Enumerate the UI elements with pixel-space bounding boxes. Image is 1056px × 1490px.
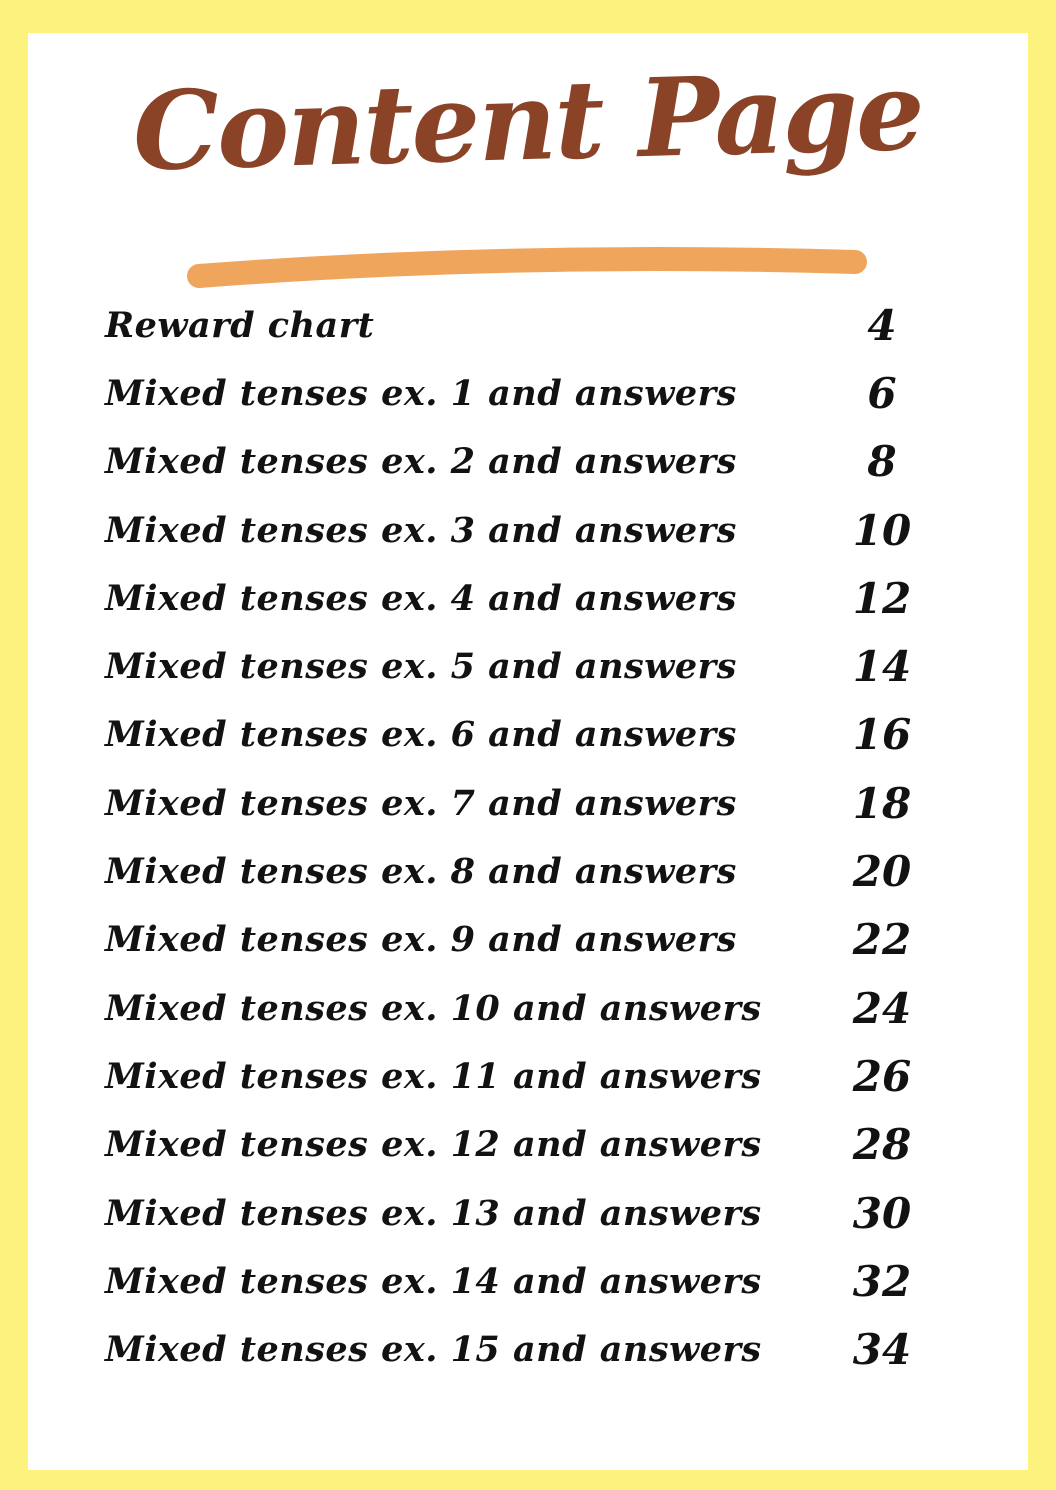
toc-row	[105, 1042, 928, 1110]
toc-entry-page-number: 22	[852, 915, 912, 965]
toc-row	[105, 564, 928, 632]
toc-entry-page-number: 24	[852, 983, 912, 1033]
toc-entry-page-number: 34	[852, 1325, 912, 1375]
toc-entry-page-number: 16	[852, 710, 912, 760]
toc-entry-label: Mixed tenses ex. 8 and answers	[105, 851, 737, 893]
brush-stroke-icon	[183, 240, 873, 290]
toc-row	[105, 1247, 928, 1315]
toc-entry-page-number: 28	[852, 1120, 912, 1170]
toc-row	[105, 974, 928, 1042]
toc-entry-page-number: 4	[867, 300, 897, 350]
toc-row	[105, 1179, 928, 1247]
toc-entry-label: Mixed tenses ex. 13 and answers	[105, 1192, 762, 1234]
toc-entry-label: Mixed tenses ex. 2 and answers	[105, 441, 737, 483]
toc-entry-label: Mixed tenses ex. 11 and answers	[105, 1055, 762, 1097]
toc-entry-label: Mixed tenses ex. 1 and answers	[105, 372, 737, 414]
toc-entry-page-number: 12	[852, 573, 912, 623]
toc-row	[105, 1111, 928, 1179]
toc-row	[105, 906, 928, 974]
toc-row	[105, 632, 928, 700]
toc-entry-page-number: 6	[867, 368, 897, 418]
toc-entry-label: Mixed tenses ex. 14 and answers	[105, 1260, 762, 1302]
toc-entry-page-number: 10	[852, 505, 912, 555]
toc-row	[105, 496, 928, 564]
toc-entry-page-number: 32	[852, 1256, 912, 1306]
page-title: Content Page	[131, 48, 925, 196]
title-block	[28, 48, 1028, 196]
toc-row	[105, 291, 928, 359]
toc-row	[105, 769, 928, 837]
toc-entry-label: Reward chart	[105, 304, 375, 346]
toc-list	[105, 291, 928, 1384]
toc-entry-label: Mixed tenses ex. 12 and answers	[105, 1124, 762, 1166]
content-sheet	[28, 33, 1028, 1470]
toc-entry-label: Mixed tenses ex. 4 and answers	[105, 577, 737, 619]
toc-row	[105, 837, 928, 905]
toc-entry-label: Mixed tenses ex. 9 and answers	[105, 919, 737, 961]
toc-entry-label: Mixed tenses ex. 3 and answers	[105, 509, 737, 551]
toc-entry-page-number: 18	[852, 778, 912, 828]
toc-entry-label: Mixed tenses ex. 10 and answers	[105, 987, 762, 1029]
toc-entry-page-number: 26	[852, 1051, 912, 1101]
toc-entry-label: Mixed tenses ex. 7 and answers	[105, 782, 737, 824]
toc-entry-label: Mixed tenses ex. 6 and answers	[105, 714, 737, 756]
toc-row	[105, 1315, 928, 1383]
toc-row	[105, 359, 928, 427]
toc-entry-page-number: 8	[867, 437, 897, 487]
toc-entry-page-number: 20	[852, 847, 912, 897]
toc-row	[105, 701, 928, 769]
toc-entry-label: Mixed tenses ex. 15 and answers	[105, 1329, 762, 1371]
title-underline	[28, 240, 1028, 294]
toc-row	[105, 428, 928, 496]
toc-entry-page-number: 30	[852, 1188, 912, 1238]
toc-entry-label: Mixed tenses ex. 5 and answers	[105, 646, 737, 688]
toc-entry-page-number: 14	[852, 642, 912, 692]
